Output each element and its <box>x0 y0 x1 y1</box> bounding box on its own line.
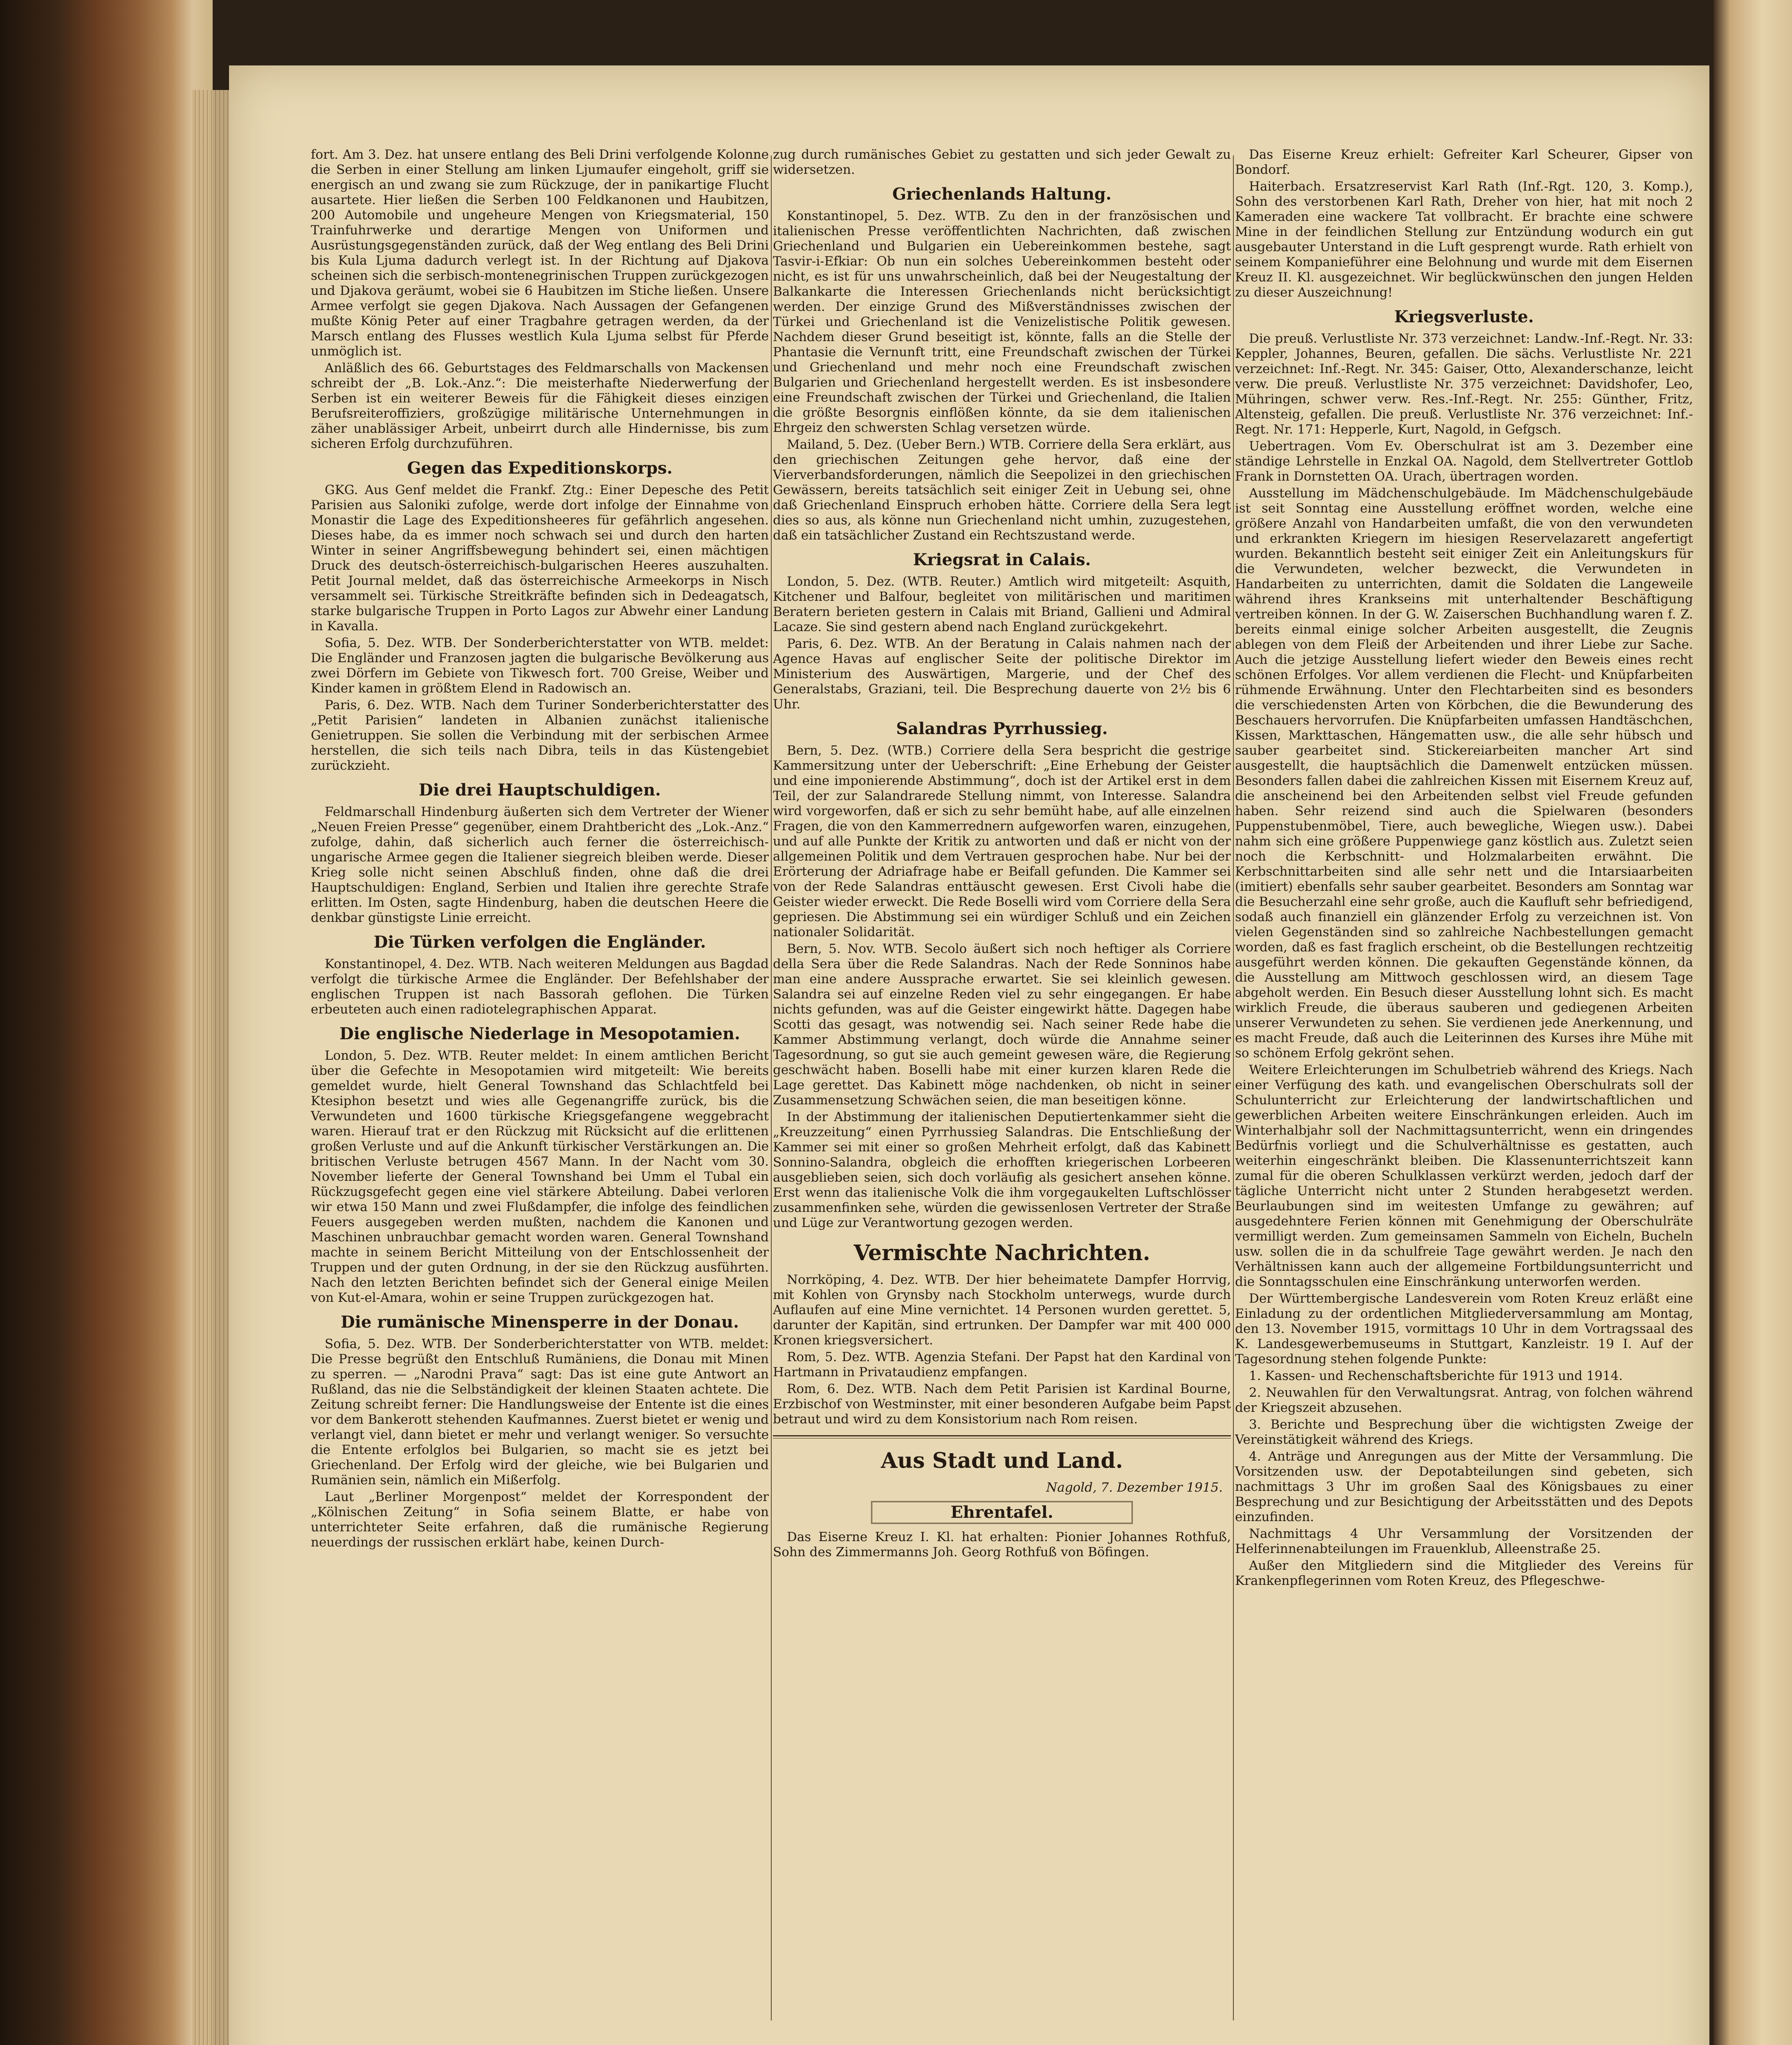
boxed-headline: Ehrentafel. <box>871 1501 1133 1524</box>
section-headline: Vermischte Nachrichten. <box>853 1240 1150 1265</box>
paragraph: GKG. Aus Genf meldet die Frankf. Ztg.: Einer Depesche des Petit Parisien aus Saloniki zufolge, werde dort infolge der Einnahme von Monastir die Lage des Expeditionsheeres für gefährlich angesehen. Dieses habe, da es immer noch schwach sei und durch den harten Winter in seiner Angriffsbewegung behindert sei, einen mächtigen Druck des deutsch-österreichisch-bulgarischen Heeres auszuhalten. Petit Journal meldet, daß das österreichische Armeekorps in Nisch versammelt sei. Türkische Streitkräfte befinden sich in Dedeagatsch, starke bulgarische Truppen in Porto Lagos zur Abwehr einer Landung in Kavalla. <box>311 483 769 634</box>
paragraph: Laut „Berliner Morgenpost“ meldet der Korrespondent der „Kölnischen Zeitung“ in Sofia seinem Blatte, er habe von unterrichteter Seite erfahren, daß die rumänische Regierung neuerdings der russischen erklärt habe, keinen Durch- <box>311 1490 769 1550</box>
newspaper-page <box>229 65 1709 2045</box>
paragraph: Sofia, 5. Dez. WTB. Der Sonderberichterstatter von WTB. meldet: Die Engländer und Franzosen jagten die bulgarische Bevölkerung aus zwei Dörfern im Gebiete von Tikwesch fort. 700 Greise, Weiber und Kinder kamen in größtem Elend in Radowisch an. <box>311 636 769 696</box>
paragraph: 4. Anträge und Anregungen aus der Mitte der Versammlung. Die Vorsitzenden usw. der Depotabteilungen sind gebeten, sich nachmittags 3 Uhr im großen Saal des Königsbaues zu einer Besprechung und zur Besichtigung der Arbeitsstätten und des Depots einzufinden. <box>1235 1449 1693 1524</box>
paragraph: 2. Neuwahlen für den Verwaltungsrat. Antrag, von folchen während der Kriegszeit abzusehen. <box>1235 1385 1693 1415</box>
paragraph: Mailand, 5. Dez. (Ueber Bern.) WTB. Corriere della Sera erklärt, aus den griechischen Zeitungen gehe hervor, daß eine der Vierverbandsforderungen, nämlich die Seepolizei in den griechischen Gewässern, bereits tatsächlich seit einiger Zeit in Uebung sei, ohne daß Griechenland Einspruch erhoben hätte. Corriere della Sera legt dies so aus, als könne nun Griechenland nicht umhin, zuzugestehen, daß ein tatsächlicher Zustand ein Rechtszustand werde. <box>773 437 1231 543</box>
paragraph: Rom, 6. Dez. WTB. Nach dem Petit Parisien ist Kardinal Bourne, Erzbischof von Westminster, mit einer besonderen Aufgabe beim Papst betraut und wird zu dem Konsistorium nach Rom reisen. <box>773 1382 1231 1427</box>
paragraph: Das Eiserne Kreuz I. Kl. hat erhalten: Pionier Johannes Rothfuß, Sohn des Zimmermanns Joh. Georg Rothfuß von Böfingen. <box>773 1530 1231 1560</box>
paragraph: Konstantinopel, 4. Dez. WTB. Nach weiteren Meldungen aus Bagdad verfolgt die türkische Armee die Engländer. Der Befehlshaber der englischen Truppen ist nach Bassorah geflohen. Die Türken erbeuteten auch einen radiotelegraphischen Apparat. <box>311 957 769 1017</box>
section-headline: Aus Stadt und Land. <box>881 1448 1123 1473</box>
paragraph: Paris, 6. Dez. WTB. An der Beratung in Calais nahmen nach der Agence Havas auf englischer Seite der politische Direktor im Ministerium des Auswärtigen, Margerie, und der Chef des Generalstabs, Graziani, teil. Die Besprechung dauerte von 2½ bis 6 Uhr. <box>773 636 1231 712</box>
paragraph: London, 5. Dez. WTB. Reuter meldet: In einem amtlichen Bericht über die Gefechte in Mesopotamien wird mitgeteilt: Wie bereits gemeldet wurde, hielt General Townshand das Schlachtfeld bei Ktesiphon besetzt und wies alle Gegenangriffe zurück, bis die Verwundeten und 1600 türkische Kriegsgefangene weggebracht waren. Hierauf trat er den Rückzug mit Rücksicht auf die erlittenen großen Verluste und auf die Ankunft türkischer Verstärkungen an. Die britischen Verluste betrugen 4567 Mann. In der Nacht vom 30. November lieferte der General Townshand bei Umm el Tubal ein Rückzugsgefecht gegen eine viel stärkere Abteilung. Dabei verloren wir etwa 150 Mann und zwei Flußdampfer, die infolge des feindlichen Feuers ausgegeben werden mußten, nachdem die Kanonen und Maschinen unbrauchbar gemacht worden waren. General Townshand machte in seinem Bericht Mitteilung von der Entschlossenheit der Truppen und der guten Ordnung, in der sie den Rückzug ausführten. Nach den letzten Berichten befindet sich der General einige Meilen von Kut-el-Amara, wohin er seine Truppen zurückgezogen hat. <box>311 1048 769 1305</box>
column-2 <box>773 147 1231 1562</box>
paragraph: 1. Kassen- und Rechenschaftsberichte für 1913 und 1914. <box>1249 1369 1623 1383</box>
section-rule <box>773 1435 1231 1438</box>
paragraph: Der Württembergische Landesverein vom Roten Kreuz erläßt eine Einladung zu der ordentlichen Mitgliederversammlung am Montag, den 13. November 1915, vormittags 10 Uhr in dem Vortragssaal des K. Landesgewerbemuseums in Stuttgart, Kanzleistr. 19 I. Auf der Tagesordnung stehen folgende Punkte: <box>1235 1291 1693 1366</box>
paragraph: Bern, 5. Nov. WTB. Secolo äußert sich noch heftiger als Corriere della Sera über die Rede Salandras. Nach der Rede Sonninos habe man eine andere Aussprache erwartet. Sie sei kleinlich gewesen. Salandra sei auf einzelne Reden viel zu sehr eingegangen. Er habe nichts gefunden, was auf die Geister eingewirkt hätte. Dagegen habe Scotti das gesagt, was notwendig sei. Nach seiner Rede habe die Kammer Abstimmung verlangt, doch würde die Annahme seiner Tagesordnung, so gut sie auch gemeint gewesen wäre, die Regierung geschwächt haben. Boselli habe mit einer kurzen klaren Rede die Lage gerettet. Das Kabinett möge nachdenken, ob nicht in seiner Zusammensetzung Schwächen seien, die man beseitigen könne. <box>773 942 1231 1108</box>
column-divider <box>1233 155 1234 2020</box>
headline: Die rumänische Minensperre in der Donau. <box>341 1312 739 1332</box>
headline: Griechenlands Haltung. <box>892 184 1112 204</box>
paragraph: Paris, 6. Dez. WTB. Nach dem Turiner Sonderberichterstatter des „Petit Parisien“ landeten in Albanien zunächst italienische Genietruppen. Sie sollen die Verbindung mit der serbischen Armee herstellen, die sich teils nach Dibra, teils in das Küstengebiet zurückzieht. <box>311 698 769 773</box>
paragraph: London, 5. Dez. (WTB. Reuter.) Amtlich wird mitgeteilt: Asquith, Kitchener und Balfour, begleitet von militärischen und maritimen Beratern berieten gestern in Calais mit Briand, Gallieni und Admiral Lacaze. Sie sind gestern abend nach England zurückgekehrt. <box>773 574 1231 634</box>
column-3 <box>1235 147 1693 1590</box>
headline: Kriegsrat in Calais. <box>913 550 1091 569</box>
paragraph: Außer den Mitgliedern sind die Mitglieder des Vereins für Krankenpflegerinnen vom Roten Kreuz, des Pflegeschwe- <box>1235 1558 1693 1588</box>
dateline: Nagold, 7. Dezember 1915. <box>1046 1480 1223 1495</box>
book-binding <box>0 0 213 2045</box>
paragraph: Konstantinopel, 5. Dez. WTB. Zu den in der französischen und italienischen Presse veröffentlichten Nachrichten, daß zwischen Griechenland und Bulgarien ein Uebereinkommen bestehe, sagt Tasvir-i-Efkiar: Ob nun ein solches Uebereinkommen besteht oder nicht, es ist für uns unwahrscheinlich, daß bei der Neugestaltung der Balkankarte die Interessen Griechenlands nicht berücksichtigt werden. Der einzige Grund des Mißverständnisses zwischen der Türkei und Griechenland ist die Venizelistische Politik gewesen. Nachdem dieser Grund beseitigt ist, könnte, falls an die Stelle der Phantasie die Vernunft tritt, eine Freundschaft zwischen der Türkei und Griechenland und mehr noch eine Freundschaft zwischen Bulgarien und Griechenland hergestellt werden. Es ist insbesondere eine Freundschaft zwischen der Türkei und Griechenland, die Italien die größte Besorgnis einflößen könnte, da sie dem italienischen Ehrgeiz den schwersten Schlag versetzen würde. <box>773 209 1231 435</box>
paragraph: Uebertragen. Vom Ev. Oberschulrat ist am 3. Dezember eine ständige Lehrstelle in Enzkal OA. Nagold, dem Stellvertreter Gottlob Frank in Dornstetten OA. Urach, übertragen worden. <box>1235 439 1693 484</box>
paragraph: zug durch rumänisches Gebiet zu gestatten und sich jeder Gewalt zu widersetzen. <box>773 147 1231 177</box>
paragraph: 3. Berichte und Besprechung über die wichtigsten Zweige der Vereinstätigkeit während des Kriegs. <box>1235 1417 1693 1447</box>
paragraph: Feldmarschall Hindenburg äußerten sich dem Vertreter der Wiener „Neuen Freien Presse“ gegenüber, einem Drahtbericht des „Lok.-Anz.“ zufolge, dahin, daß sicherlich auch ferner die österreichisch-ungarische Armee gegen die Italiener siegreich bleiben werde. Dieser Krieg solle nicht seinen Abschluß finden, ohne daß die drei Hauptschuldigen: England, Serbien und Italien ihre gerechte Strafe erlitten. Im Osten, sagte Hindenburg, haben die deutschen Heere die denkbar günstigste Linie erreicht. <box>311 805 769 925</box>
paragraph: fort. Am 3. Dez. hat unsere entlang des Beli Drini verfolgende Kolonne die Serben in einer Stellung am linken Ljumaufer eingeholt, griff sie energisch an und zwang sie zum Rückzuge, der in panikartige Flucht ausartete. Hier ließen die Serben 100 Feldkanonen und Haubitzen, 200 Automobile und ungeheure Mengen von Kriegsmaterial, 150 Trainfuhrwerke und derartige Mengen von Uniformen und Ausrüstungsgegenständen zurück, daß der Weg entlang des Beli Drini bis Kula Ljuma dadurch verlegt ist. In der Richtung auf Djakova scheinen sich die serbisch-montenegrinischen Truppen zurückgezogen und Djakova geräumt, wobei sie 6 Haubitzen im Stiche ließen. Unsere Armee verfolgt sie gegen Djakova. Nach Aussagen der Gefangenen mußte König Peter auf einer Tragbahre getragen werden, da der Marsch entlang des Flusses westlich Kula Ljuma selbst für Pferde unmöglich ist. <box>311 147 769 359</box>
headline: Die englische Niederlage in Mesopotamien. <box>339 1024 740 1043</box>
headline: Die Türken verfolgen die Engländer. <box>373 933 706 952</box>
paragraph: Norrköping, 4. Dez. WTB. Der hier beheimatete Dampfer Horrvig, mit Kohlen von Grynsby nach Stockholm unterwegs, wurde durch Auflaufen auf eine Mine vernichtet. 14 Personen wurden gerettet. 5, darunter der Kapitän, sind ertrunken. Der Dampfer war mit 400 000 Kronen kriegsversichert. <box>773 1272 1231 1348</box>
paragraph: Das Eiserne Kreuz erhielt: Gefreiter Karl Scheurer, Gipser von Bondorf. <box>1235 147 1693 177</box>
paragraph: Rom, 5. Dez. WTB. Agenzia Stefani. Der Papst hat den Kardinal von Hartmann in Privataudienz empfangen. <box>773 1350 1231 1380</box>
paragraph: Nachmittags 4 Uhr Versammlung der Vorsitzenden der Helferinnenabteilungen im Frauenklub, Alleenstraße 25. <box>1235 1526 1693 1556</box>
paragraph: Bern, 5. Dez. (WTB.) Corriere della Sera bespricht die gestrige Kammersitzung unter der Ueberschrift: „Eine Erhebung der Geister und eine imponierende Abstimmung“, doch ist der Artikel erst in dem Teil, der zur Salandrarede Stellung nimmt, von Interesse. Salandra wird vorgeworfen, daß er sich zu sehr bemüht habe, auf alle einzelnen Fragen, die von den Kammerrednern aufgeworfen waren, einzugehen, und auf alle Punkte der Kritik zu antworten und daß er nicht von der allgemeinen Politik und dem Vertrauen gesprochen habe. Nur bei der Erörterung der Adriafrage habe er Beifall gefunden. Die Kammer sei von der Rede Salandras enttäuscht gewesen. Erst Civoli habe die Geister wieder erweckt. Die Rede Boselli wird vom Corriere della Sera gepriesen. Die Abstimmung sei ein würdiger Schluß und ein Zeichen nationaler Solidarität. <box>773 743 1231 939</box>
headline: Salandras Pyrrhussieg. <box>896 719 1108 738</box>
paragraph: Weitere Erleichterungen im Schulbetrieb während des Kriegs. Nach einer Verfügung des kath. und evangelischen Oberschulrats soll der Schulunterricht zur Erleichterung der landwirtschaftlichen und gewerblichen Arbeiten weitere Einschränkungen erleiden. Auch im Winterhalbjahr soll der Nachmittagsunterricht, wenn ein dringendes Bedürfnis vorliegt und die Schulverhältnisse es gestatten, auch weiterhin eingeschränkt bleiben. Die Klassenunterrichtszeit kann zumal für die oberen Schulklassen verkürzt werden, jedoch darf der tägliche Unterricht nicht unter 2 Stunden herabgesetzt werden. Beurlaubungen sind im weitesten Umfange zu gewähren; auf ausgedehntere Ferien können mit Genehmigung der Oberschulräte vermilligt werden. Zum gemeinsamen Sammeln von Eicheln, Bucheln usw. sollen die in da schulfreie Tage gewährt werden. Je nach den Verhältnissen kann auch der allgemeine Fortbildungsunterricht und die Sonntagsschulen eine Einschränkung unterworfen werden. <box>1235 1063 1693 1289</box>
column-1 <box>311 147 769 1552</box>
headline: Kriegsverluste. <box>1394 307 1534 326</box>
paragraph: Haiterbach. Ersatzreservist Karl Rath (Inf.-Rgt. 120, 3. Komp.), Sohn des verstorbenen Karl Rath, Dreher von hier, hat mit noch 2 Kameraden eine wackere Tat vollbracht. Er brachte eine schwere Mine in der feindlichen Stellung zur Entzündung wodurch ein gut ausgebauter Unterstand in die Luft gesprengt wurde. Rath erhielt von seinem Kompanieführer eine Belohnung und wurde mit dem Eisernen Kreuz II. Kl. ausgezeichnet. Wir beglückwünschen den jungen Helden zu dieser Auszeichnung! <box>1235 179 1693 300</box>
paragraph: Anläßlich des 66. Geburtstages des Feldmarschalls von Mackensen schreibt der „B. Lok.-Anz.“: Die meisterhafte Niederwerfung der Serben ist ein weiterer Beweis für die Fähigkeit dieses einzigen Berufsreiteroffiziers, großzügige militärische Unternehmungen in zäher unablässiger Arbeit, unbeirrt durch alle Hindernisse, bis zum sicheren Erfolg durchzuführen. <box>311 361 769 451</box>
headline: Gegen das Expeditionskorps. <box>407 458 673 478</box>
paragraph: In der Abstimmung der italienischen Deputiertenkammer sieht die „Kreuzzeitung“ einen Pyrrhussieg Salandras. Die Entschließung der Kammer sei mit einer so großen Mehrheit erfolgt, daß das Kabinett Sonnino-Salandra, obgleich die erhofften kriegerischen Lorbeeren ausgeblieben seien, sich doch vorläufig als gesichert ansehen könne. Erst wenn das italienische Volk die ihm vorgegaukelten Luftschlösser zusammenfinken sehe, würden die gewissenlosen Vertreter der Straße und Lüge zur Verantwortung gezogen werden. <box>773 1110 1231 1230</box>
column-divider <box>771 155 772 2020</box>
headline: Die drei Hauptschuldigen. <box>419 780 661 800</box>
next-page-edge <box>1713 0 1792 2045</box>
paragraph: Sofia, 5. Dez. WTB. Der Sonderberichterstatter von WTB. meldet: Die Presse begrüßt den Entschluß Rumäniens, die Donau mit Minen zu sperren. — „Narodni Prava“ sagt: Das ist eine gute Antwort an Rußland, das nie die Selbständigkeit der kleinen Staaten achtete. Die Zeitung schreibt ferner: Die Handlungsweise der Entente ist die eines vor dem Bankerott stehenden Kaufmannes. Zuerst bietet er wenig und verlangt viel, dann bietet er mehr und verlangt weniger. So versuchte die Entente erfolglos bei Bulgarien, so macht sie es jetzt bei Griechenland. Der Erfolg wird der gleiche, wie bei Bulgarien und Rumänien sein, nämlich ein Mißerfolg. <box>311 1337 769 1488</box>
paragraph: Die preuß. Verlustliste Nr. 373 verzeichnet: Landw.-Inf.-Regt. Nr. 33: Keppler, Johannes, Beuren, gefallen. Die sächs. Verlustliste Nr. 221 verzeichnet: Inf.-Regt. Nr. 345: Gaiser, Otto, Alexanderschanze, leicht verw. Die preuß. Verlustliste Nr. 375 verzeichnet: Davidshofer, Leo, Mühringen, schwer verw. Res.-Inf.-Regt. Nr. 255: Günther, Fritz, Altensteig, gefallen. Die preuß. Verlustliste Nr. 376 verzeichnet: Inf.-Regt. Nr. 171: Hepperle, Kurt, Nagold, in Gefgsch. <box>1235 331 1693 437</box>
paragraph: Ausstellung im Mädchenschulgebäude. Im Mädchenschulgebäude ist seit Sonntag eine Ausstellung eröffnet worden, welche eine größere Anzahl von Handarbeiten umfaßt, die von den verwundeten und erkrankten Kriegern im hiesigen Reservelazarett angefertigt wurden. Bekanntlich besteht seit einiger Zeit ein Anleitungskurs für die Verwundeten, welcher bezweckt, die Verwundeten in Handarbeiten zu unterrichten, damit die Soldaten die Langeweile während ihres Krankseins mit unterhaltender Beschäftigung vertreiben können. In der G. W. Zaiserschen Buchhandlung waren f. Z. bereits einmal einige solcher Arbeiten ausgestellt, die Zeugnis ablegen von dem Fleiß der Arbeitenden und ihrer Liebe zur Sache. Auch die jetzige Ausstellung liefert wieder den Beweis eines recht schönen Erfolges. Vor allem verdienen die Flecht- und Knüpfarbeiten rühmende Erwähnung. Unter den Flechtarbeiten sind es besonders die verschiedensten Arten von Körbchen, die die Bewunderung des Beschauers hervorrufen. Die Knüpfarbeiten umfassen Handtäschchen, Kissen, Markttaschen, Hängematten usw., die alle sehr hübsch und sauber gearbeitet sind. Stickereiarbeiten mancher Art sind ausgestellt, die hauptsächlich die Damenwelt entzücken müssen. Besonders fallen dabei die zahlreichen Kissen mit Eisernem Kreuz auf, die anscheinend bei den Arbeitenden selbst viel Freude gefunden haben. Sehr reizend sind auch die Spielwaren (besonders Puppenstubenmöbel, Tiere, auch bewegliche, Wiegen usw.). Dabei nahm sich eine größere Puppenwiege ganz köstlich aus. Zuletzt seien noch die Kerbschnitt- und Holzmalarbeiten erwähnt. Die Kerbschnittarbeiten sind alle sehr nett und die Intarsiaarbeiten (imitiert) ebenfalls sehr sauber gearbeitet. Besonders am Sonntag war die Besucherzahl eine sehr große, auch die Kaufluft sehr befriedigend, sodaß auch finanziell ein glänzender Erfolg zu verzeichnen ist. Von vielen Gegenständen sind so zahlreiche Nachbestellungen gemacht worden, daß es fast fraglich erscheint, ob die Bestellungen rechtzeitig ausgeführt werden können. Die gekauften Gegenstände können, da die Ausstellung am Mittwoch geschlossen wird, an diesem Tage abgeholt werden. Ein Besuch dieser Ausstellung lohnt sich. Es macht wirklich Freude, die überaus sauberen und gediegenen Arbeiten unserer Verwundeten zu sehen. Sie verdienen jede Anerkennung, und es macht Freude, daß auch die Leiterinnen des Kurses ihre Mühe mit so schönem Erfolg gekrönt sehen. <box>1235 486 1693 1061</box>
